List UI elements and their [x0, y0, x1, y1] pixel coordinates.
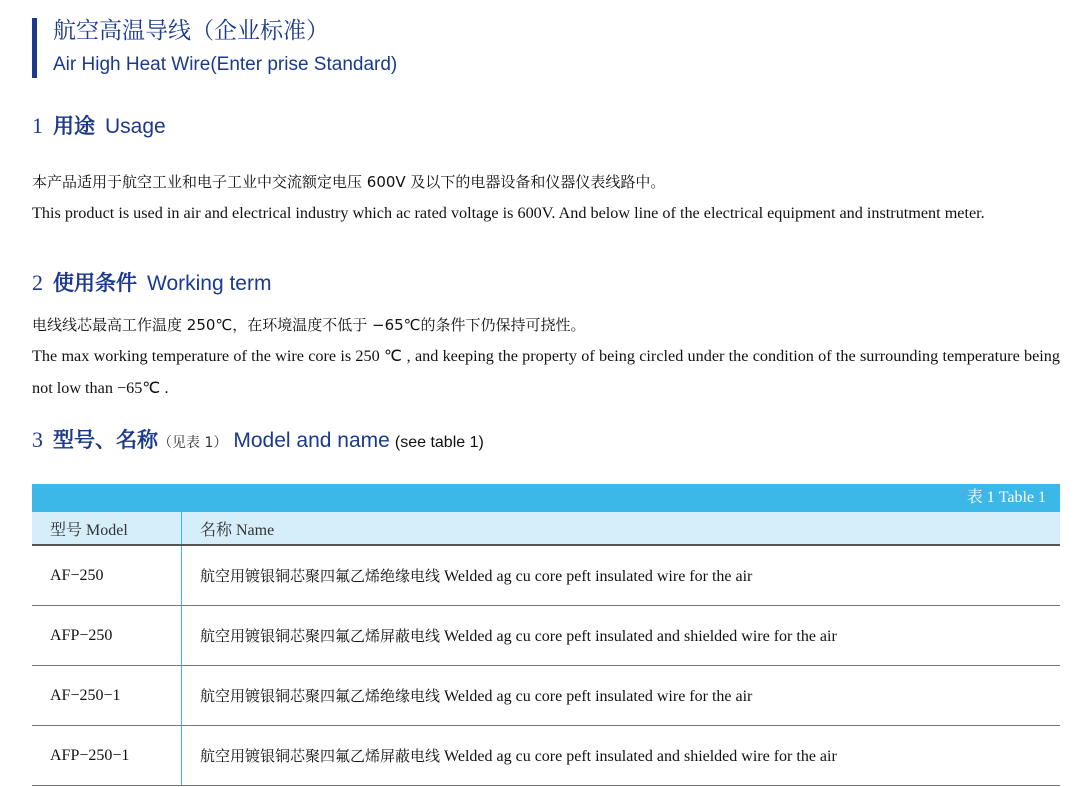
table-caption: 表 1 Table 1	[32, 484, 1060, 512]
name-cn: 航空用镀银铜芯聚四氟乙烯绝缘电线	[200, 567, 441, 585]
section-3-heading	[32, 424, 484, 454]
name-cn: 航空用镀银铜芯聚四氟乙烯屏蔽电线	[200, 747, 441, 765]
section-3-table-reference-cn: （见表 1）	[158, 435, 228, 451]
section-1-paragraph-cn: 本产品适用于航空工业和电子工业中交流额定电压 600V 及以下的电器设备和仪器仪表线路中。	[32, 173, 666, 191]
section-3-title-en: Model and name	[233, 429, 390, 452]
section-2-heading	[32, 267, 271, 297]
section-1-title-cn: 用途	[53, 114, 95, 138]
section-3-number: 3	[32, 427, 43, 452]
document-title-block	[32, 18, 397, 78]
document-title-en: Air High Heat Wire(Enter prise Standard)	[53, 54, 398, 75]
model-cell: AFP−250−1	[32, 726, 182, 786]
section-1-title-en: Usage	[105, 115, 166, 138]
name-cell	[182, 606, 1061, 666]
model-name-table	[32, 512, 1060, 786]
section-2-paragraph-cn: 电线线芯最高工作温度 250℃，在环境温度不低于 −65℃的条件下仍保持可挠性。	[32, 316, 586, 334]
model-cell: AF−250−1	[32, 666, 182, 726]
section-2-title-cn: 使用条件	[53, 271, 137, 295]
section-1-paragraph-en: This product is used in air and electrical industry which ac rated voltage is 600V. And below line of the electrical equipment and instrutment meter.	[32, 204, 985, 222]
document-title-cn: 航空高温导线（企业标准）	[53, 18, 329, 44]
table-row	[32, 545, 1060, 606]
section-1-heading	[32, 110, 166, 140]
section-2-paragraph-en: The max working temperature of the wire core is 250 ℃ , and keeping the property of being circled under the condition of the surrounding temperature being not low than −65℃ .	[32, 347, 1060, 397]
section-3-table-reference-en: (see table 1)	[394, 434, 484, 451]
section-2-number: 2	[32, 270, 43, 295]
name-cell	[182, 726, 1061, 786]
table-header-row	[32, 512, 1060, 545]
table-row	[32, 606, 1060, 666]
section-3-title-cn: 型号、名称	[53, 428, 158, 452]
name-en: Welded ag cu core peft insulated wire for the air	[440, 568, 753, 585]
name-cn: 航空用镀银铜芯聚四氟乙烯绝缘电线	[200, 687, 441, 705]
table-row	[32, 726, 1060, 786]
section-1-number: 1	[32, 113, 43, 138]
model-cell: AFP−250	[32, 606, 182, 666]
column-header-name: 名称 Name	[182, 512, 1061, 545]
name-cell	[182, 666, 1061, 726]
name-cell	[182, 545, 1061, 606]
table-row	[32, 666, 1060, 726]
name-en: Welded ag cu core peft insulated and shielded wire for the air	[440, 748, 837, 765]
column-header-model: 型号 Model	[32, 512, 182, 545]
section-2-title-en: Working term	[147, 272, 272, 295]
name-en: Welded ag cu core peft insulated and shielded wire for the air	[440, 628, 837, 645]
name-cn: 航空用镀银铜芯聚四氟乙烯屏蔽电线	[200, 627, 441, 645]
name-en: Welded ag cu core peft insulated wire for the air	[440, 688, 753, 705]
model-cell: AF−250	[32, 545, 182, 606]
model-table	[32, 484, 1060, 786]
